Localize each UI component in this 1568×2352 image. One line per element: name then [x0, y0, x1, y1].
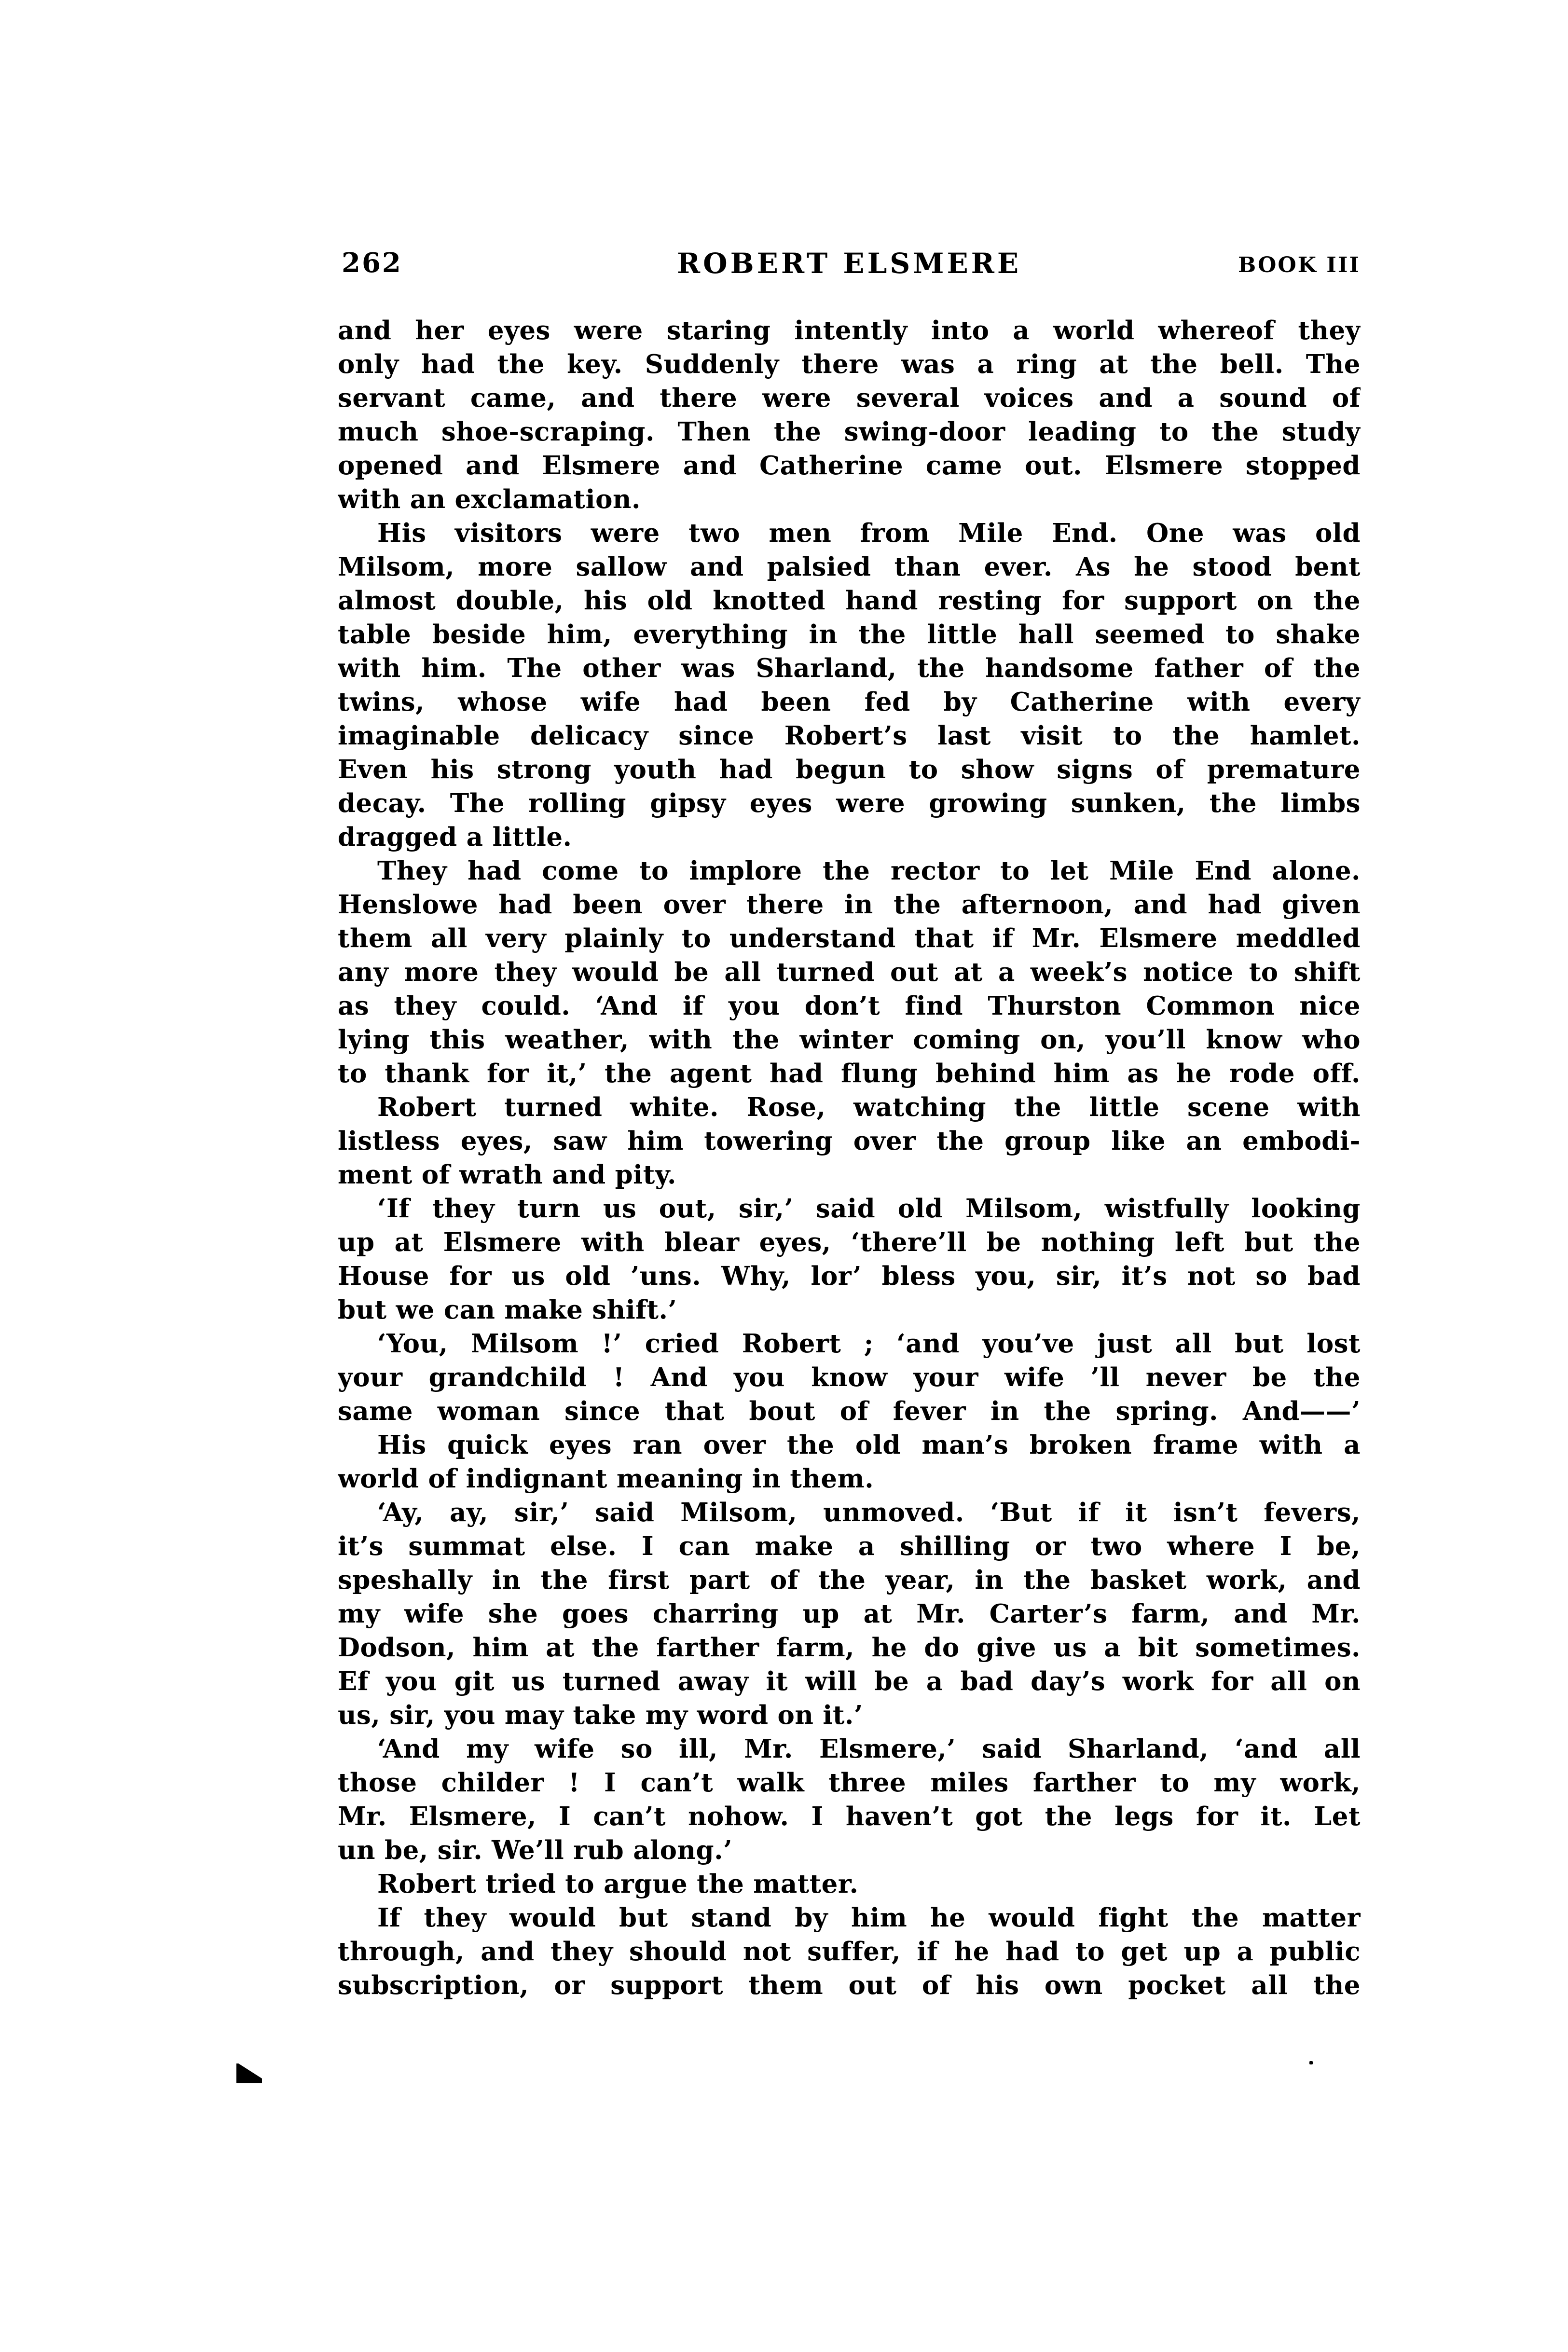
- text-line: decay. The rolling gipsy eyes were growing sunken, the limbs: [338, 788, 1361, 818]
- page-number: 262: [342, 247, 402, 279]
- text-line: your grandchild ! And you know your wife ’ll never be the: [338, 1362, 1361, 1392]
- text-line: but we can make shift.’: [338, 1295, 677, 1325]
- text-line: Robert tried to argue the matter.: [377, 1869, 859, 1899]
- text-line: listless eyes, saw him towering over the group like an embodi-: [338, 1126, 1361, 1156]
- book-section-label: BOOK III: [1238, 253, 1361, 277]
- text-line: Ef you git us turned away it will be a bad day’s work for all on: [338, 1666, 1361, 1696]
- text-line: House for us old ’uns. Why, lor’ bless you, sir, it’s not so bad: [338, 1261, 1361, 1291]
- text-line: much shoe-scraping. Then the swing-door leading to the study: [338, 417, 1361, 447]
- text-line: ‘You, Milsom !’ cried Robert ; ‘and you’ve just all but lost: [377, 1329, 1361, 1359]
- text-line: table beside him, everything in the little hall seemed to shake: [338, 619, 1361, 649]
- text-line: If they would but stand by him he would fight the matter: [377, 1903, 1361, 1933]
- page-header: [338, 247, 1361, 279]
- text-line: only had the key. Suddenly there was a ring at the bell. The: [338, 349, 1361, 379]
- text-line: lying this weather, with the winter coming on, you’ll know who: [338, 1025, 1361, 1055]
- text-line: to thank for it,’ the agent had flung behind him as he rode off.: [338, 1059, 1361, 1088]
- ink-speck: [1309, 2061, 1313, 2064]
- text-line: Dodson, him at the farther farm, he do give us a bit sometimes.: [338, 1633, 1361, 1663]
- text-line: world of indignant meaning in them.: [338, 1464, 874, 1494]
- text-line: and her eyes were staring intently into a world whereof they: [338, 316, 1361, 345]
- text-line: opened and Elsmere and Catherine came out. Elsmere stopped: [338, 451, 1361, 481]
- text-line: up at Elsmere with blear eyes, ‘there’ll be nothing left but the: [338, 1227, 1361, 1257]
- text-line: with an exclamation.: [338, 484, 641, 514]
- text-line: imaginable delicacy since Robert’s last visit to the hamlet.: [338, 721, 1361, 751]
- running-title: ROBERT ELSMERE: [676, 247, 1022, 280]
- text-line: ‘And my wife so ill, Mr. Elsmere,’ said Sharland, ‘and all: [377, 1734, 1361, 1764]
- text-block: [338, 0, 1361, 2352]
- text-line: my wife she goes charring up at Mr. Carter’s farm, and Mr.: [338, 1599, 1361, 1629]
- text-line: same woman since that bout of fever in the spring. And——’: [338, 1396, 1361, 1426]
- text-line: with him. The other was Sharland, the handsome father of the: [338, 653, 1361, 683]
- text-line: Henslowe had been over there in the afternoon, and had given: [338, 890, 1361, 920]
- text-line: dragged a little.: [338, 822, 572, 852]
- text-line: ‘If they turn us out, sir,’ said old Milsom, wistfully looking: [377, 1194, 1361, 1224]
- text-line: speshally in the first part of the year, in the basket work, and: [338, 1565, 1361, 1595]
- text-line: twins, whose wife had been fed by Catherine with every: [338, 687, 1361, 717]
- text-line: servant came, and there were several voices and a sound of: [338, 383, 1361, 413]
- text-line: them all very plainly to understand that if Mr. Elsmere meddled: [338, 923, 1361, 953]
- text-line: Milsom, more sallow and palsied than ever. As he stood bent: [338, 552, 1361, 582]
- text-line: Robert turned white. Rose, watching the little scene with: [377, 1092, 1361, 1122]
- text-line: as they could. ‘And if you don’t find Thurston Common nice: [338, 991, 1361, 1021]
- text-line: us, sir, you may take my word on it.’: [338, 1700, 863, 1730]
- text-line: it’s summat else. I can make a shilling or two where I be,: [338, 1531, 1361, 1561]
- text-line: ment of wrath and pity.: [338, 1160, 676, 1190]
- text-line: subscription, or support them out of his own pocket all the: [338, 1970, 1361, 2000]
- ink-blot: [236, 2063, 262, 2083]
- text-line: They had come to implore the rector to let Mile End alone.: [377, 856, 1361, 886]
- text-line: Mr. Elsmere, I can’t nohow. I haven’t got the legs for it. Let: [338, 1802, 1361, 1831]
- text-line: through, and they should not suffer, if he had to get up a public: [338, 1937, 1361, 1967]
- text-line: any more they would be all turned out at a week’s notice to shift: [338, 957, 1361, 987]
- text-line: un be, sir. We’ll rub along.’: [338, 1835, 733, 1865]
- body-text: [338, 314, 1361, 2002]
- text-line: ‘Ay, ay, sir,’ said Milsom, unmoved. ‘But if it isn’t fevers,: [377, 1498, 1361, 1527]
- text-line: those childer ! I can’t walk three miles farther to my work,: [338, 1768, 1361, 1798]
- text-line: almost double, his old knotted hand resting for support on the: [338, 586, 1361, 616]
- text-line: His quick eyes ran over the old man’s broken frame with a: [377, 1430, 1361, 1460]
- text-line: His visitors were two men from Mile End. One was old: [377, 518, 1361, 548]
- text-line: Even his strong youth had begun to show signs of premature: [338, 755, 1361, 784]
